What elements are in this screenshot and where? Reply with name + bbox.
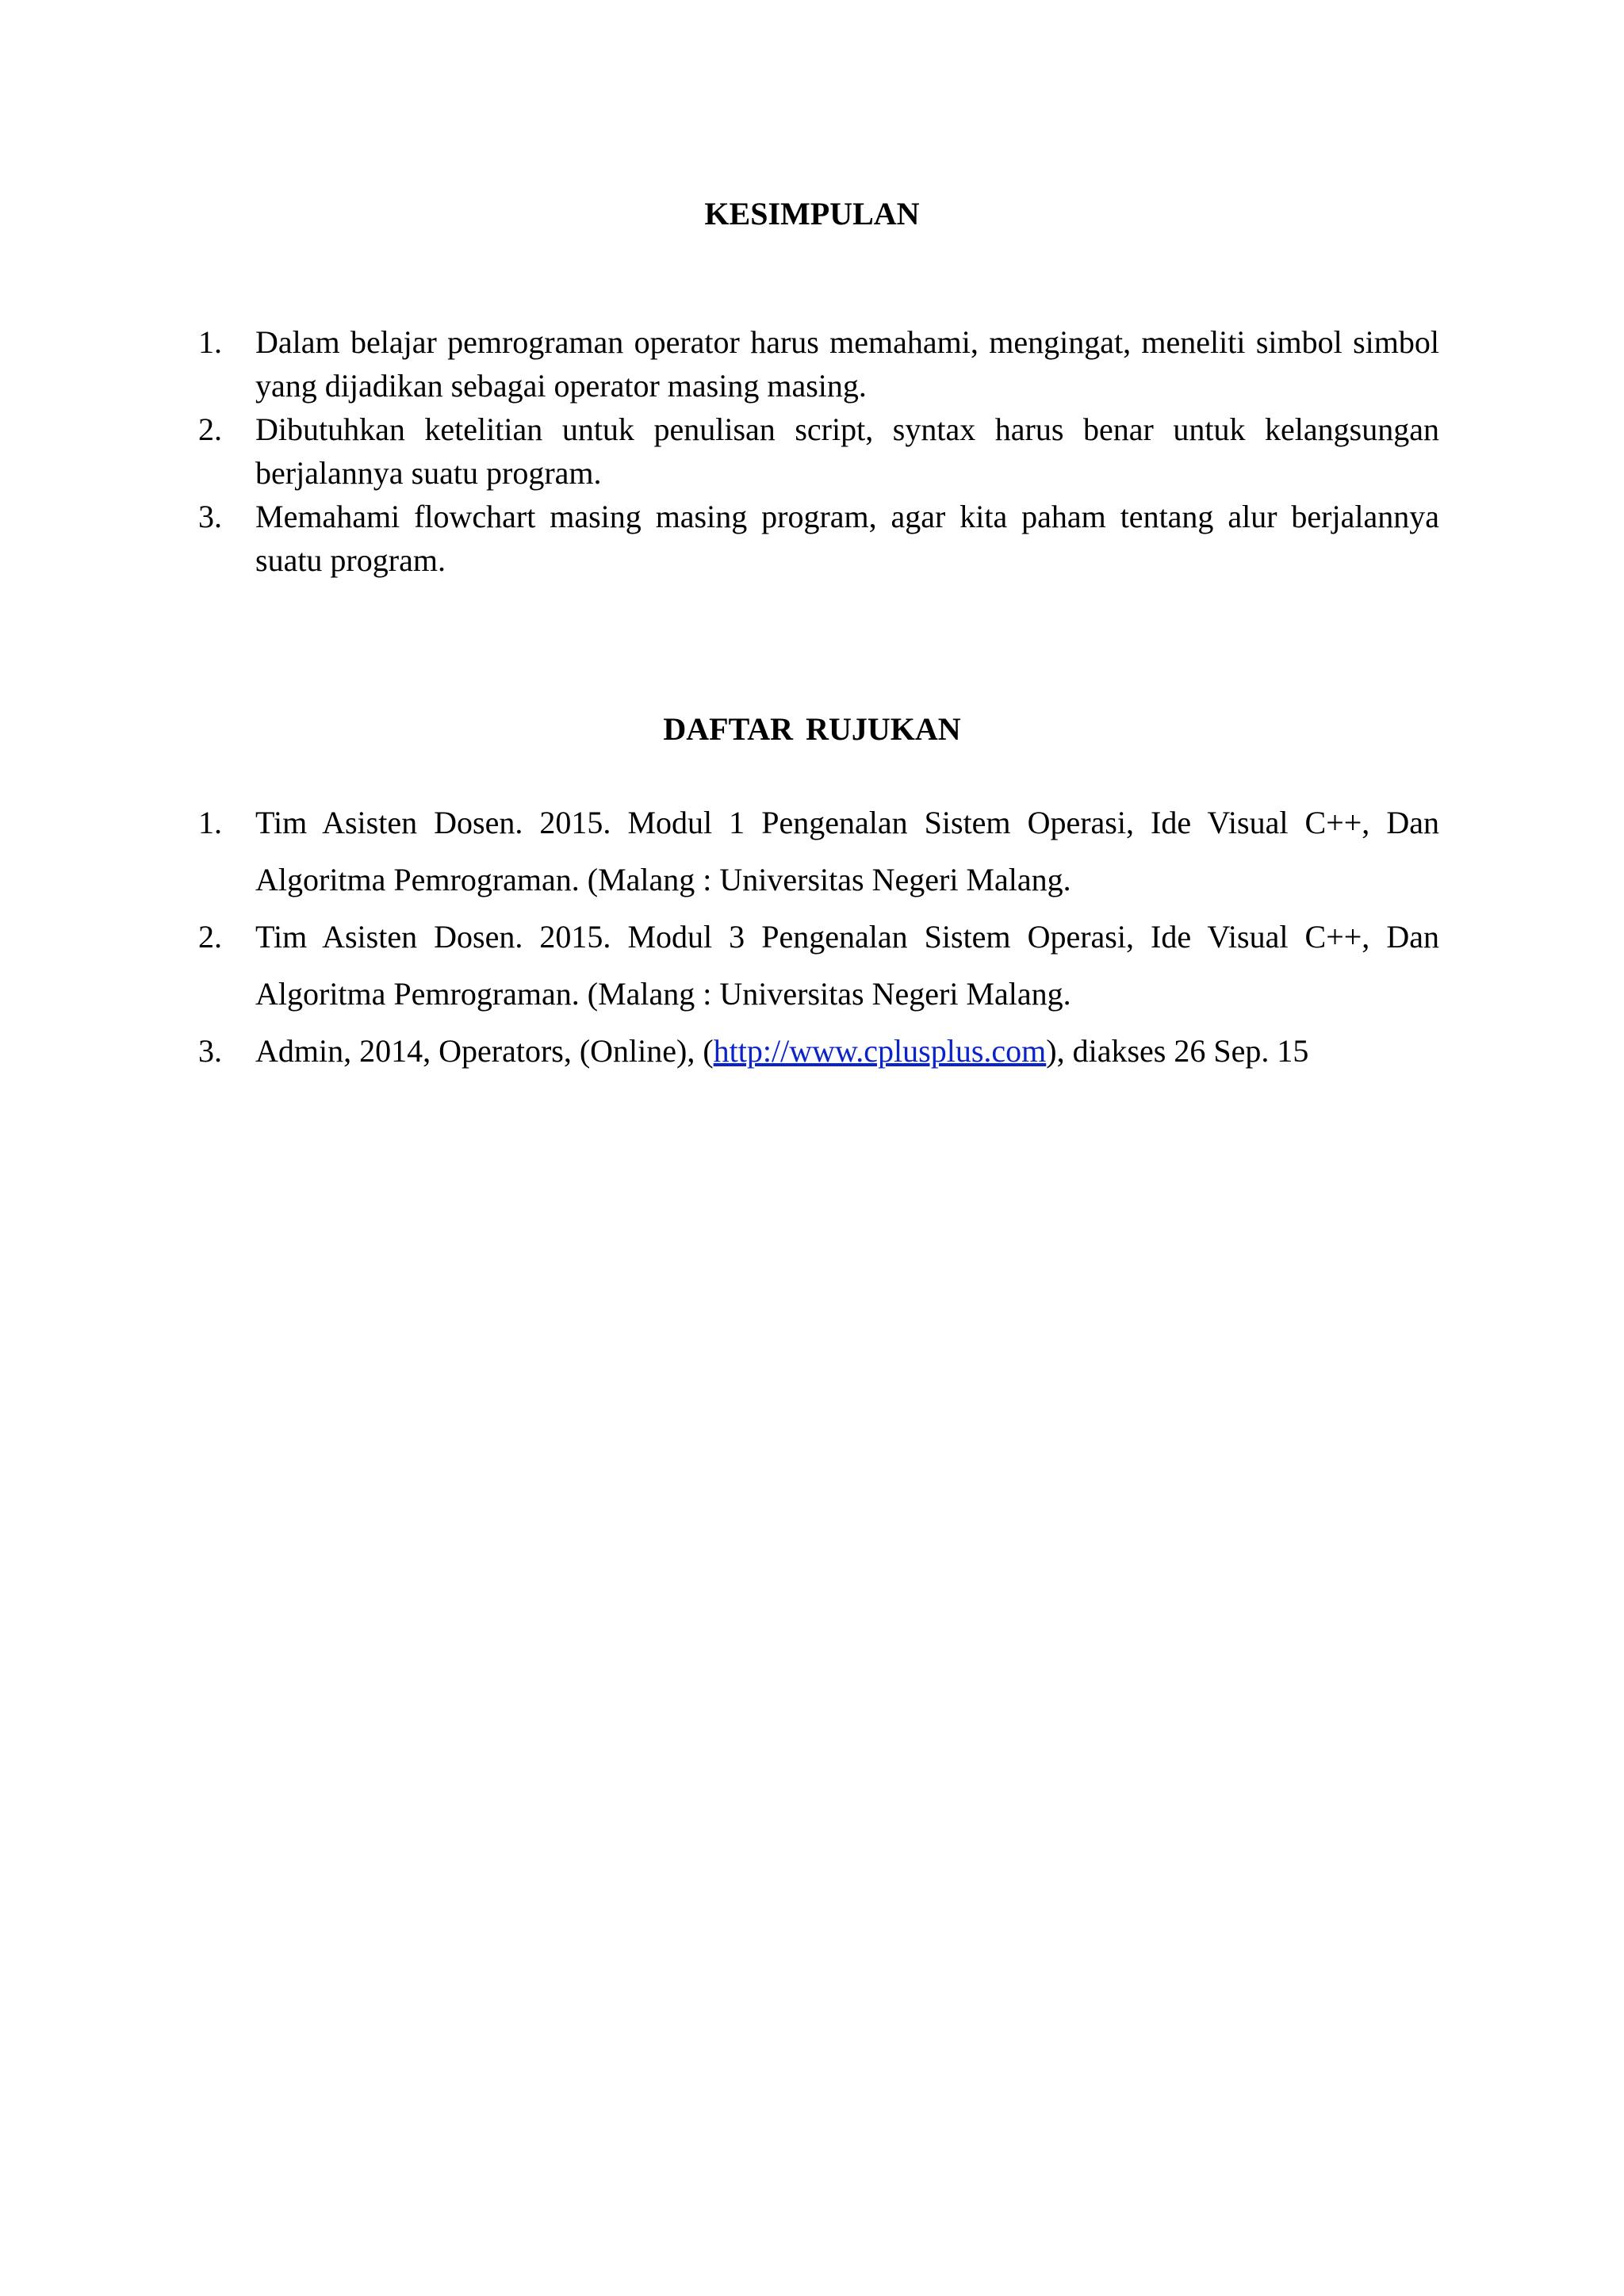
list-number: 2. (198, 919, 222, 955)
list-number: 3. (198, 499, 222, 534)
list-item (198, 495, 1439, 582)
list-item-text: Memahami flowchart masing masing program, agar kita paham tentang alur berjalannya suatu program. (255, 499, 1439, 578)
conclusion-heading: KESIMPULAN (704, 196, 920, 232)
references-list (198, 794, 1439, 1080)
list-number: 2. (198, 411, 222, 447)
reference-text-after: ), diakses 26 Sep. 15 (1046, 1033, 1309, 1069)
list-number: 3. (198, 1033, 222, 1069)
list-number: 1. (198, 324, 222, 360)
reference-item (198, 1023, 1439, 1080)
conclusion-list (198, 320, 1439, 582)
list-item (198, 320, 1439, 408)
list-item (198, 408, 1439, 495)
reference-link[interactable]: http://www.cplusplus.com (713, 1033, 1047, 1069)
reference-text-before: Admin, 2014, Operators, (Online), ( (255, 1033, 714, 1069)
references-heading: DAFTAR RUJUKAN (663, 711, 961, 747)
reference-text: Tim Asisten Dosen. 2015. Modul 1 Pengenalan Sistem Operasi, Ide Visual C++, Dan Algoritma Pemrograman. (Malang : Universitas Negeri Malang. (255, 805, 1439, 897)
list-item-text: Dalam belajar pemrograman operator harus memahami, mengingat, meneliti simbol simbol yang dijadikan sebagai operator masing masing. (255, 324, 1439, 404)
list-number: 1. (198, 805, 222, 840)
reference-item (198, 794, 1439, 909)
reference-item (198, 909, 1439, 1023)
list-item-text: Dibutuhkan ketelitian untuk penulisan script, syntax harus benar untuk kelangsungan berjalannya suatu program. (255, 411, 1439, 491)
reference-text: Tim Asisten Dosen. 2015. Modul 3 Pengenalan Sistem Operasi, Ide Visual C++, Dan Algoritma Pemrograman. (Malang : Universitas Negeri Malang. (255, 919, 1439, 1012)
